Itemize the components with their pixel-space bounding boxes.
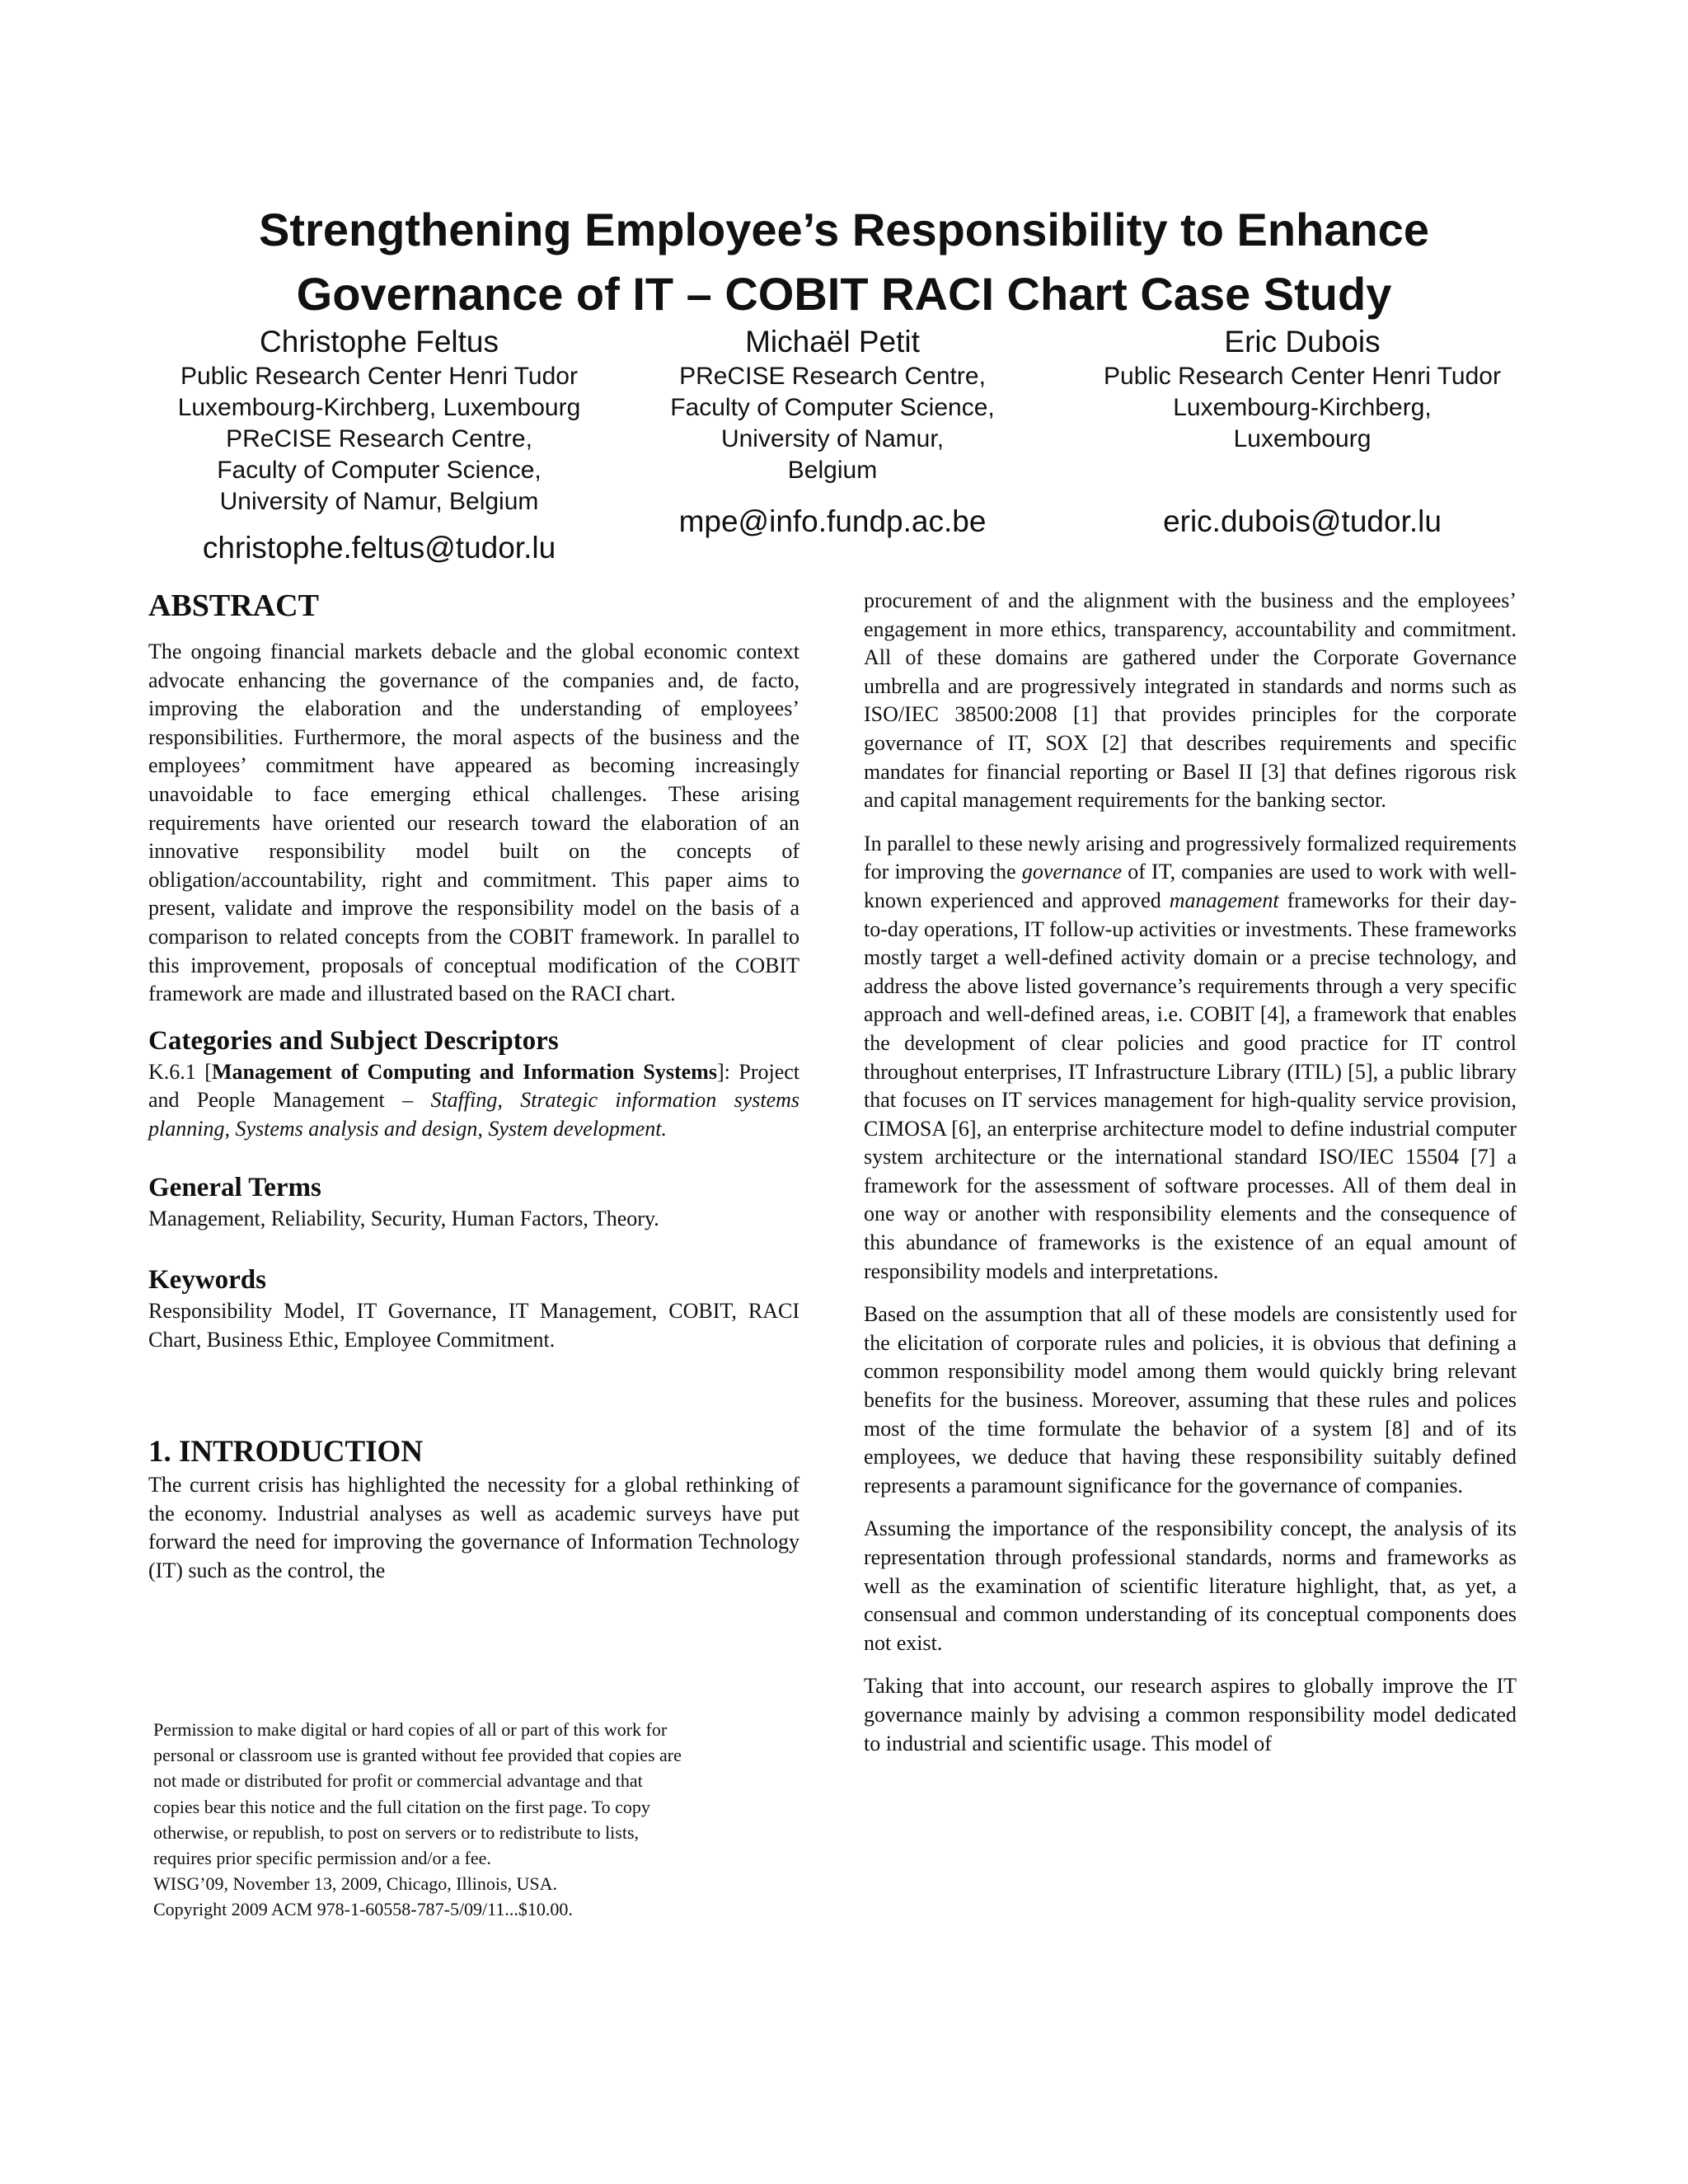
emphasis-governance: governance [1021,860,1123,884]
author-name: Christophe Feltus [260,325,499,359]
emphasis-management: management [1169,888,1279,912]
permission-notice [153,1717,788,1923]
author-affiliation-line: University of Namur, Belgium [219,488,539,515]
permission-line: copies bear this notice and the full citation on the first page. To copy [153,1796,650,1817]
author-affiliation-line: Luxembourg-Kirchberg, Luxembourg [177,394,581,421]
body-paragraph: Taking that into account, our research aspires to globally improve the IT governance mainly by advising a common responsibility model dedicated to industrial and scientific usage. This model of [864,1674,1517,1755]
text-run: frameworks for their day-to-day operations, IT follow-up activities or investments. These frameworks mostly target a well-defined activity domain or a precise technology, and address the above listed governance’s requirements through a very specific approach and well-defined areas, i.e. COBIT [4], a framework that enables the development of clear policies and good practice for IT control throughout enterprises, IT Infrastructure Library (ITIL) [5], a public library that focuses on IT services management for high-quality service provision, CIMOSA [6], an enterprise architecture model to define industrial computer system architecture or the international standard ISO/IEC 15504 [7] a framework for the assessment of software processes. All of them deal in one way or another with responsibility elements and the consequence of this abundance of frameworks is the existence of an equal amount of responsibility models and interpretations. [864,888,1517,1283]
permission-line: personal or classroom use is granted without fee provided that copies are [153,1745,682,1766]
author-email[interactable]: mpe@info.fundp.ac.be [678,504,987,538]
categories-after-bold: ]: Project and People Management – [148,1059,800,1113]
permission-line: not made or distributed for profit or commercial advantage and that [153,1770,643,1792]
permission-line: requires prior specific permission and/or a fee. [153,1848,491,1869]
permission-line: otherwise, or republish, to post on servers or to redistribute to lists, [153,1821,640,1843]
permission-line: Permission to make digital or hard copies of all or part of this work for [153,1719,668,1740]
categories-text [148,1058,799,1144]
abstract-heading: ABSTRACT [148,588,319,623]
categories-italic: Staffing, Strategic information systems planning, Systems analysis and design, System development. [148,1088,799,1141]
title-line-1: Strengthening Employee’s Responsibility to Enhance [259,204,1429,255]
general-terms-heading: General Terms [148,1172,321,1202]
author-affiliation-line: Faculty of Computer Science, [670,394,995,421]
categories-bold: Management of Computing and Information Systems [211,1059,717,1084]
permission-line: Copyright 2009 ACM 978-1-60558-787-5/09/11...$10.00. [153,1899,573,1920]
author-block-feltus [140,323,618,567]
categories-heading: Categories and Subject Descriptors [148,1025,559,1056]
author-affiliation-line: Luxembourg-Kirchberg, [1173,394,1432,421]
permission-line: WISG’09, November 13, 2009, Chicago, Illinois, USA. [153,1873,558,1895]
author-affiliation-line: Public Research Center Henri Tudor [181,363,578,390]
author-name: Michaël Petit [745,325,920,359]
keywords-text: Responsibility Model, IT Governance, IT Management, COBIT, RACI Chart, Business Ethic, Employee Commitment. [148,1299,799,1352]
right-column [864,587,1517,1758]
author-affiliation-line: Belgium [787,457,878,484]
text-run: of IT, companies are used to work with well-known experienced and approved [864,860,1517,912]
author-affiliation-line: Faculty of Computer Science, [217,457,542,484]
text-run: In parallel to these newly arising and progressively formalized requirements for improving the [864,831,1517,884]
body-paragraph: Assuming the importance of the responsibility concept, the analysis of its representation through professional standards, norms and frameworks as well as the examination of scientific literature highlight, that, as yet, a consensual and common understanding of its conceptual components does not exist. [864,1516,1517,1655]
author-affiliation-line: University of Namur, [720,425,945,452]
author-block-dubois [1047,323,1558,541]
general-terms-text: Management, Reliability, Security, Human Factors, Theory. [148,1206,659,1230]
author-affiliation-line: PReCISE Research Centre, [226,425,532,452]
abstract-text: The ongoing financial markets debacle and the global economic context advocate enhancing the governance of the companies and, de facto, improving the elaboration and the understanding of employees’ responsibilities. Furthermore, the moral aspects of the business and the employees’ commitment have appeared as becoming increasingly unavoidable to face emerging ethical challenges. These arising requirements have oriented our research toward the elaboration of an innovative responsibility model built on the concepts of obligation/accountability, right and commitment. This paper aims to present, validate and improve the responsibility model on the basis of a comparison to related concepts from the COBIT framework. In parallel to this improvement, proposals of conceptual modification of the COBIT framework are made and illustrated based on the RACI chart. [148,640,799,1006]
author-email[interactable]: eric.dubois@tudor.lu [1163,504,1442,538]
categories-code: K.6.1 [ [148,1059,212,1084]
introduction-heading: 1. INTRODUCTION [148,1435,424,1469]
left-column [148,587,799,1586]
body-paragraph: Based on the assumption that all of these models are consistently used for the elicitation of corporate rules and policies, it is obvious that defining a common responsibility model among them would quickly bring relevant benefits for the business. Moreover, assuming that these rules and polices most of the time formulate the behavior of a system [8] and of its employees, we deduce that having these responsibility suitably defined represents a paramount significance for the governance of companies. [864,1302,1517,1497]
author-name: Eric Dubois [1224,325,1381,359]
author-block-petit [593,323,1071,541]
author-email[interactable]: christophe.feltus@tudor.lu [202,531,556,565]
body-paragraph: procurement of and the alignment with the business and the employees’ engagement in more ethics, transparency, accountability and commitment. All of these domains are gathered under the Corporate Governance umbrella and are progressively integrated in standards and norms such as ISO/IEC 38500:2008 [1] that provides principles for the corporate governance of IT, SOX [2] that describes requirements and specific mandates for financial reporting or Basel II [3] that defines rigorous risk and capital management requirements for the banking sector. [864,588,1517,813]
body-paragraph [864,830,1517,1286]
keywords-heading: Keywords [148,1265,266,1296]
title-line-2: Governance of IT – COBIT RACI Chart Case Study [296,268,1392,320]
author-affiliation-line: Luxembourg [1233,425,1372,452]
author-affiliation-line: PReCISE Research Centre, [679,363,986,390]
introduction-text: The current crisis has highlighted the necessity for a global rethinking of the economy. Industrial analyses as well as academic surveys have put forward the need for improving the governance of Information Technology (IT) such as the control, the [148,1473,799,1583]
paper-title [99,198,1589,326]
author-affiliation-line: Public Research Center Henri Tudor [1104,363,1501,390]
